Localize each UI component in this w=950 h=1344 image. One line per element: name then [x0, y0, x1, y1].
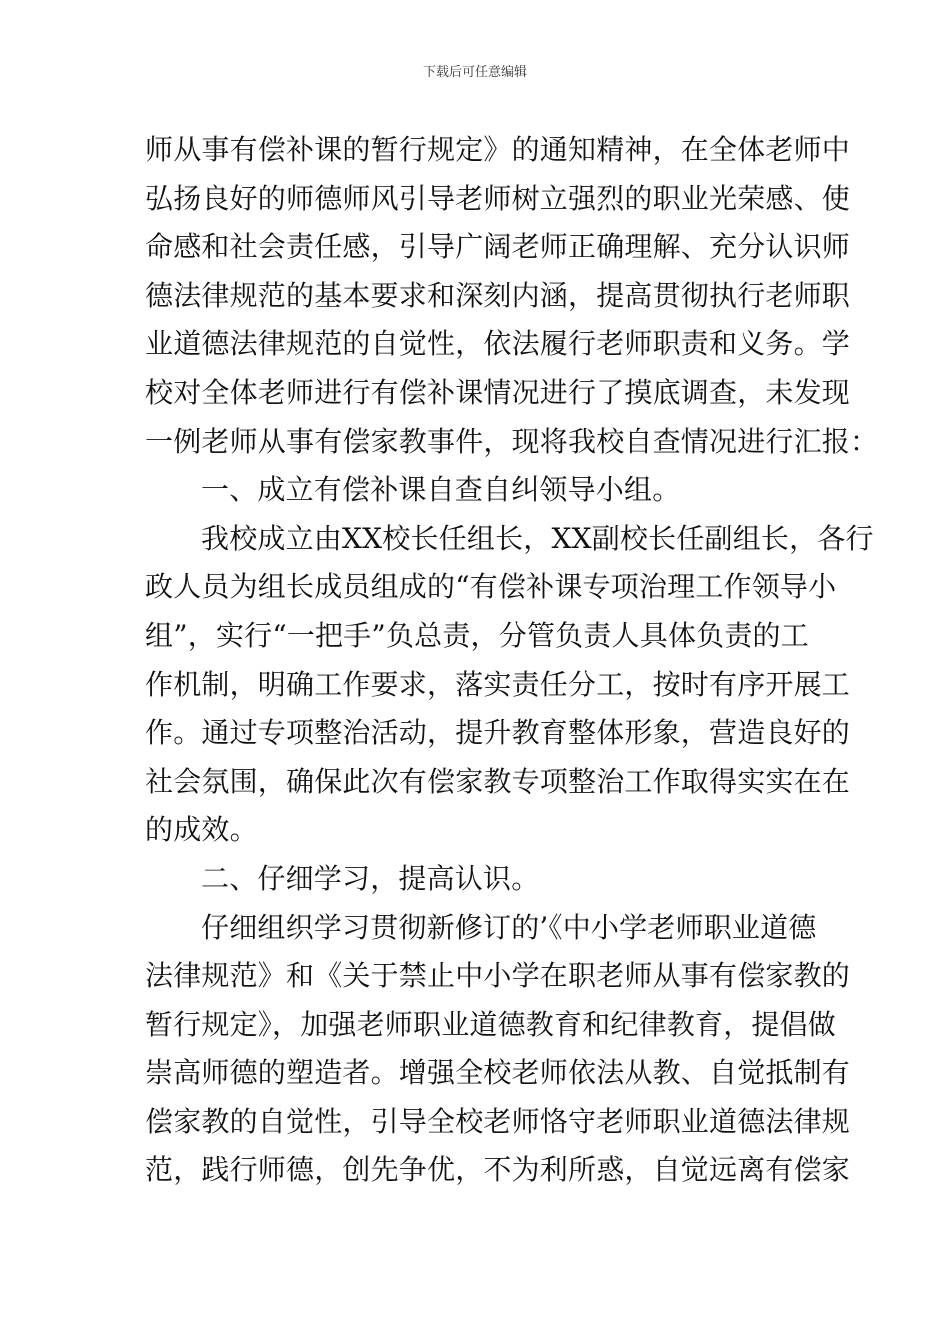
text-line: 范，践行师德，创先争优，不为利所惑，自觉远离有偿家: [145, 1153, 851, 1187]
text-line: 崇高师德的塑造者。增强全校老师依法从教、自觉抵制有: [145, 1056, 851, 1090]
text-line: 的成效。: [145, 813, 258, 847]
text-line: 弘扬良好的师德师风引导老师树立强烈的职业光荣感、使: [145, 181, 851, 215]
page-header-note: 下载后可任意编辑: [422, 65, 527, 80]
document-text: [145, 126, 879, 1195]
text-line: 偿家教的自觉性，引导全校老师恪守老师职业道德法律规: [145, 1104, 851, 1138]
text-line: 作。通过专项整治活动，提升教育整体形象，营造良好的: [145, 716, 851, 750]
text-line: 师从事有偿补课的暂行规定》的通知精神，在全体老师中: [145, 133, 851, 166]
text-line: 法律规范》和《关于禁止中小学在职老师从事有偿家教的: [145, 959, 851, 993]
text-line: 社会氛围，确保此次有偿家教专项整治工作取得实实在在: [145, 764, 851, 798]
text-line: 命感和社会责任感，引导广阔老师正确理解、充分认识师: [145, 230, 851, 264]
section-heading-2: 二、仔细学习，提高认识。: [201, 861, 540, 895]
document-body: [145, 126, 879, 1195]
text-line: 业道德法律规范的自觉性，依法履行老师职责和义务。学: [145, 327, 851, 361]
text-line: 我校成立由XX校长任组长，XX副校长任副组长，各行: [201, 521, 874, 555]
text-line: 组”，实行“一把手”负总责，分管负责人具体负责的工: [145, 618, 809, 652]
text-line: 暂行规定》，加强老师职业道德教育和纪律教育，提倡做: [145, 1007, 837, 1041]
text-line: 政人员为组长成员组成的“有偿补课专项治理工作领导小: [145, 570, 837, 604]
section-heading-1: 一、成立有偿补课自查自纠领导小组。: [201, 473, 681, 507]
text-line: 作机制，明确工作要求，落实责任分工，按时有序开展工: [145, 667, 851, 701]
text-line: 校对全体老师进行有偿补课情况进行了摸底调查，未发现: [145, 375, 851, 409]
text-line: 仔细组织学习贯彻新修订的’《中小学老师职业道德: [201, 910, 817, 944]
text-line: 一例老师从事有偿家教事件，现将我校自查情况进行汇报：: [145, 424, 879, 458]
text-line: 德法律规范的基本要求和深刻内涵，提高贯彻执行老师职: [145, 278, 851, 312]
